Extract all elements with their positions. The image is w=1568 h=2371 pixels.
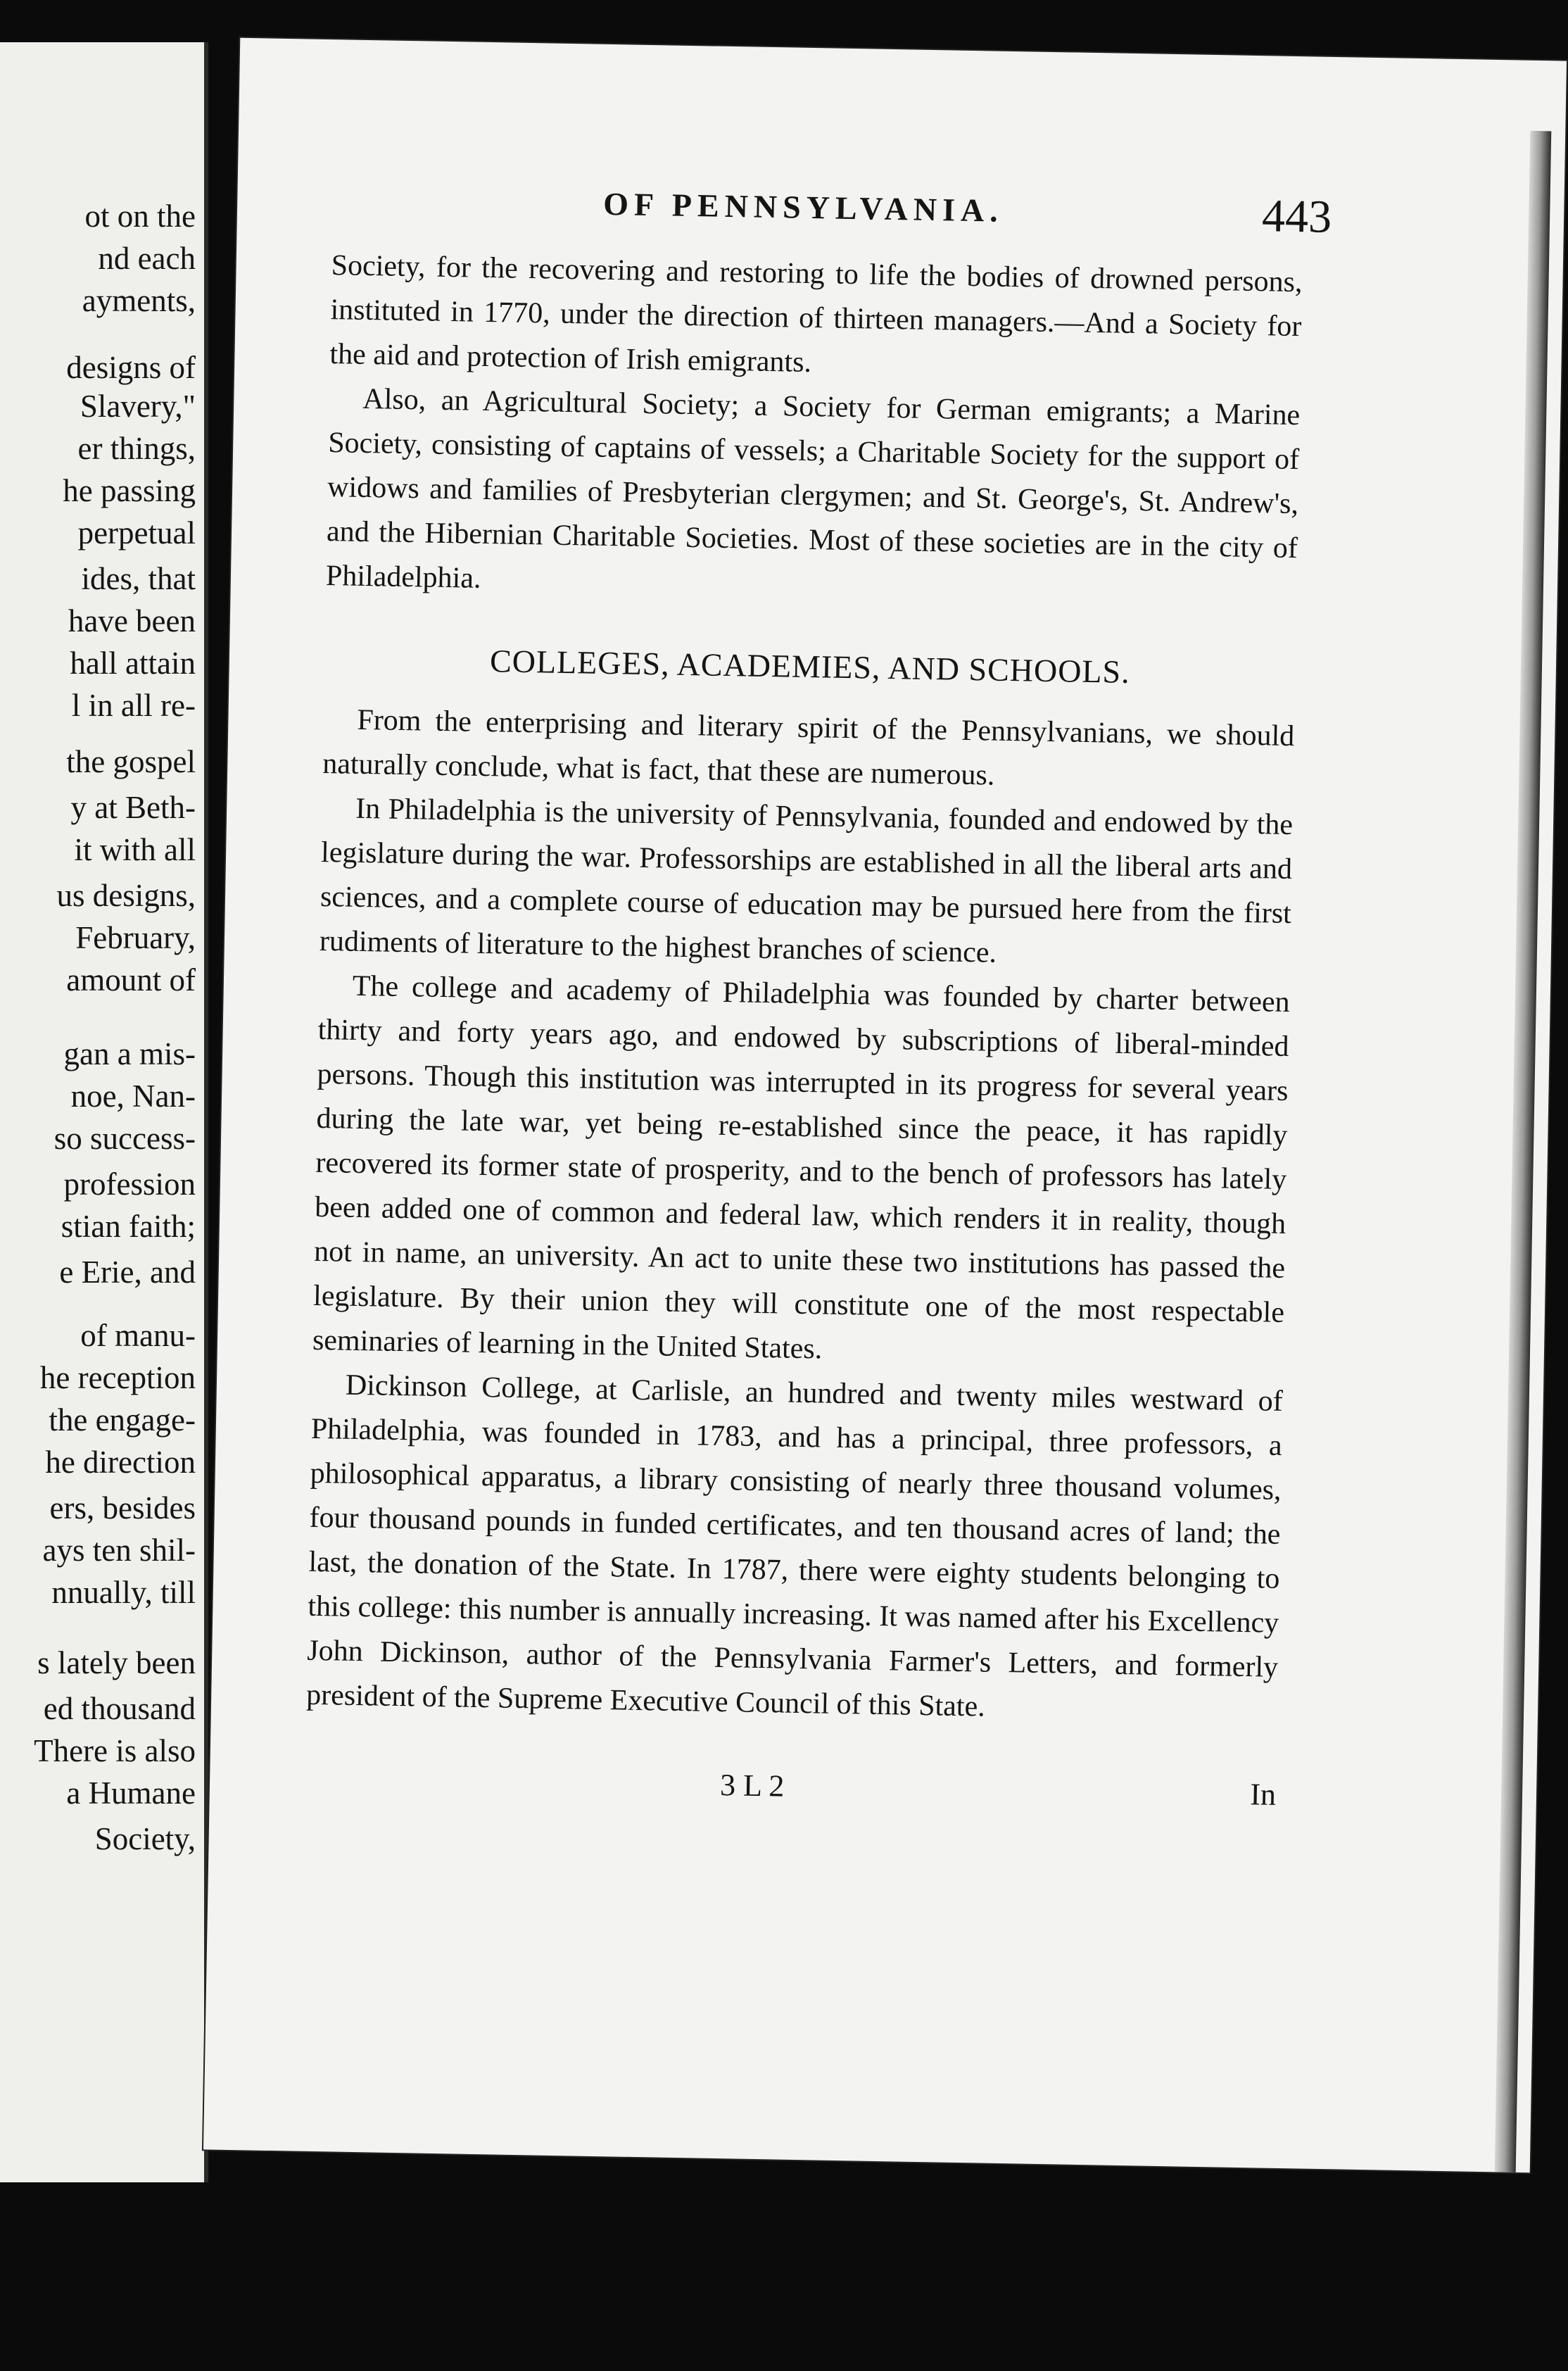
paragraph: Dickinson College, at Carlisle, an hundred and twenty miles westward of Philadelphia, was founded in 1783, and has a principal, three professors, a philosophical apparatus, a library consisting of nearly three thousand volumes, four thousand pounds in funded certificates, and ten thousand acres of land; the last, the donation of the State. In 1787, there were eighty students belonging to this college: this number is annually increasing. It was named after his Excellency John Dickinson, author of the Pennsylvania Farmer's Letters, and formerly president of the Supreme Executive Council of this State. [305, 1369, 1284, 1723]
left-page-line: There is also [34, 1733, 196, 1768]
body-text-after-heading [306, 698, 1295, 1735]
body-text-before-heading [325, 244, 1303, 615]
left-page-line: a Humane [66, 1775, 196, 1811]
catchword: In [1249, 1777, 1277, 1812]
paragraph: In Philadelphia is the university of Pennsylvania, founded and endowed by the legislature during the war. Professorships are established in all the liberal arts and sciences, and a complete course of education may be pursued here from the first rudiments of literature to the highest branches of science. [319, 792, 1294, 969]
left-page-line: ot on the [84, 199, 196, 234]
left-page-line: ed thousand [43, 1691, 196, 1726]
left-page-line: the engage- [49, 1402, 196, 1438]
left-page-line: February, [75, 920, 196, 955]
left-page-line: amount of [66, 962, 196, 998]
paragraph: Society, for the recovering and restoring to life the bodies of drowned persons, instituted in 1770, under the direction of thirteen managers.—And a Society for the aid and protection of Irish emigrants. [329, 249, 1303, 379]
left-page-line: nnually, till [51, 1575, 196, 1610]
left-page-line: Society, [94, 1821, 196, 1856]
text-column [304, 180, 1332, 1833]
left-page-line: stian faith; [61, 1209, 196, 1244]
left-page-line: have been [68, 603, 196, 639]
left-page-line: profession [63, 1166, 196, 1202]
left-page-line: ers, besides [49, 1490, 196, 1526]
book-page [203, 38, 1567, 2172]
left-page-line: ides, that [81, 561, 196, 596]
paragraph: Also, an Agricultural Society; a Society for German emigrants; a Marine Society, consisting of captains of vessels; a Charitable Society for the support of widows and families of Presbyterian clergymen; and St. George's, St. Andrew's, and the Hibernian Charitable Societies. Most of these societies are in the city of Philadelphia. [325, 382, 1301, 595]
left-facing-page [0, 42, 208, 2182]
left-page-line: of manu- [80, 1318, 196, 1353]
left-page-line: designs of [66, 350, 196, 385]
left-page-line: us designs, [56, 878, 196, 913]
left-page-line: y at Beth- [70, 790, 196, 825]
left-page-line: Slavery," [80, 389, 196, 424]
page-edge [1495, 131, 1552, 2172]
left-page-line: e Erie, and [59, 1254, 196, 1290]
left-page-line: he passing [63, 473, 196, 508]
left-page-line: so success- [53, 1121, 196, 1156]
running-head-title: OF PENNSYLVANIA. [602, 185, 1004, 229]
section-heading: COLLEGES, ACADEMIES, AND SCHOOLS. [489, 643, 1131, 690]
left-page-line: er things, [77, 431, 196, 466]
left-page-line: gan a mis- [63, 1036, 196, 1071]
left-page-line: ayments, [82, 283, 196, 318]
left-page-line: he direction [45, 1445, 196, 1480]
left-page-line: noe, Nan- [70, 1078, 196, 1114]
left-page-line: he reception [39, 1360, 196, 1395]
paragraph: From the enterprising and literary spirit of the Pennsylvanians, we should naturally conclude, what is fact, that these are numerous. [322, 703, 1295, 792]
left-page-line: s lately been [37, 1645, 196, 1680]
left-page-line: perpetual [77, 515, 196, 551]
paragraph: The college and academy of Philadelphia was founded by charter between thirty and forty years ago, and endowed by subscriptions of liberal-minded persons. Though this institution was interrupted in its progress for several years during the late war, yet being re-established since the peace, it has rapidly recovered its former state of prosperity, and to the bench of professors has lately been added one of common and federal law, which renders it in reality, though not in name, an university. An act to unite these two institutions has passed the legislature. By their union they will constitute one of the most respectable seminaries of learning in the United States. [312, 969, 1291, 1366]
signature-mark: 3 L 2 [719, 1768, 785, 1804]
page-number: 443 [1261, 190, 1332, 243]
left-page-line: nd each [98, 241, 196, 276]
left-page-line: l in all re- [71, 688, 196, 723]
left-page-line: hall attain [70, 646, 196, 681]
left-page-line: the gospel [66, 744, 196, 779]
page-footer [304, 1760, 1276, 1833]
left-page-line: ays ten shil- [42, 1533, 196, 1568]
left-page-line: it with all [74, 832, 196, 867]
